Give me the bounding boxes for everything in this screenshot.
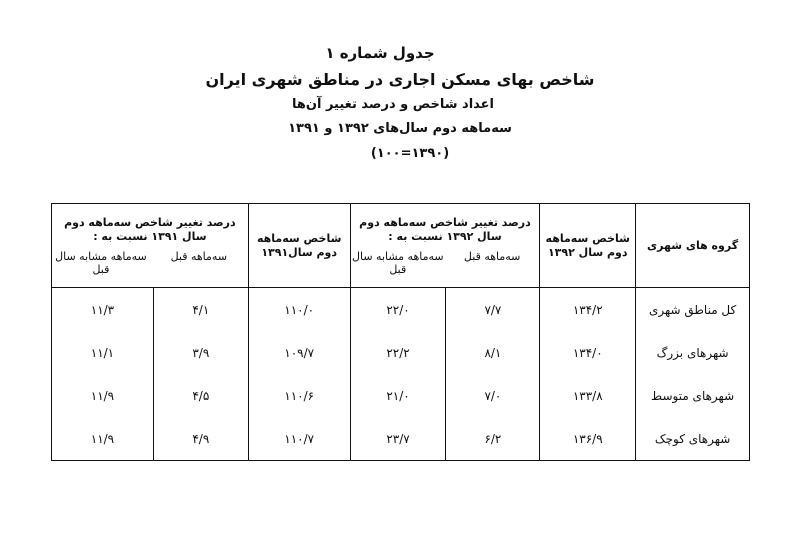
cell-index-1392: ۱۳۴/۲ [540, 288, 636, 332]
base-year: (۱۳۹۰=۱۰۰) [370, 146, 450, 161]
cell-index-1391: ۱۰۹/۷ [248, 332, 350, 375]
cell-index-1392: ۱۳۳/۸ [540, 375, 636, 418]
cell-prev-quarter-1391: ۴/۱ [153, 288, 248, 332]
subtitle: اعداد شاخص و درصد تغییر آن‌ها [291, 97, 495, 112]
subheader-same-quarter: سه‌ماهه مشابه سال قبل [55, 249, 147, 276]
cell-index-1391: ۱۱۰/۶ [248, 375, 350, 418]
cell-prev-quarter-1392: ۷/۰ [446, 375, 540, 418]
subheader-prev-quarter: سه‌ماهه قبل [170, 249, 228, 263]
main-title: شاخص بهای مسکن اجاری در مناطق شهری ایران [205, 70, 595, 89]
title-block [0, 40, 800, 166]
cell-prev-quarter-1391: ۴/۹ [153, 418, 248, 461]
cell-index-1392: ۱۳۴/۰ [540, 332, 636, 375]
table-number: جدول شماره ۱ [325, 44, 435, 62]
table-row [52, 332, 750, 375]
cell-index-1391: ۱۱۰/۰ [248, 288, 350, 332]
cell-group: کل مناطق شهری [636, 288, 750, 332]
header-change-1392: درصد تغییر شاخص سه‌ماهه دوم سال ۱۳۹۲ نسبت به : سه‌ماهه قبل سه‌ماهه مشابه سال قبل [350, 204, 540, 288]
header-index-1392: شاخص سه‌ماهه دوم سال ۱۳۹۲ [540, 204, 636, 288]
cell-prev-quarter-1391: ۴/۵ [153, 375, 248, 418]
subheader-same-quarter: سه‌ماهه مشابه سال قبل [351, 249, 444, 276]
cell-group: شهرهای بزرگ [636, 332, 750, 375]
cell-same-quarter-1391: ۱۱/۹ [52, 375, 154, 418]
cell-group: شهرهای کوچک [636, 418, 750, 461]
cell-prev-quarter-1391: ۳/۹ [153, 332, 248, 375]
header-group: گروه های شهری [636, 204, 750, 288]
cell-group: شهرهای متوسط [636, 375, 750, 418]
rent-index-table [51, 203, 750, 461]
header-change-1391: درصد تغییر شاخص سه‌ماهه دوم سال ۱۳۹۱ نسبت به : سه‌ماهه قبل سه‌ماهه مشابه سال قبل [52, 204, 249, 288]
cell-prev-quarter-1392: ۶/۲ [446, 418, 540, 461]
cell-same-quarter-1392: ۲۱/۰ [350, 375, 446, 418]
cell-same-quarter-1391: ۱۱/۹ [52, 418, 154, 461]
cell-same-quarter-1391: ۱۱/۱ [52, 332, 154, 375]
cell-prev-quarter-1392: ۸/۱ [446, 332, 540, 375]
cell-same-quarter-1392: ۲۳/۷ [350, 418, 446, 461]
cell-index-1392: ۱۳۶/۹ [540, 418, 636, 461]
table-row [52, 418, 750, 461]
subheader-prev-quarter: سه‌ماهه قبل [463, 249, 521, 263]
cell-prev-quarter-1392: ۷/۷ [446, 288, 540, 332]
cell-same-quarter-1392: ۲۲/۲ [350, 332, 446, 375]
table-row [52, 288, 750, 332]
cell-same-quarter-1392: ۲۲/۰ [350, 288, 446, 332]
header-index-1391: شاخص سه‌ماهه دوم سال۱۳۹۱ [248, 204, 350, 288]
table-row [52, 375, 750, 418]
period-title: سه‌ماهه دوم سال‌های ۱۳۹۲ و ۱۳۹۱ [288, 121, 512, 136]
cell-index-1391: ۱۱۰/۷ [248, 418, 350, 461]
cell-same-quarter-1391: ۱۱/۳ [52, 288, 154, 332]
